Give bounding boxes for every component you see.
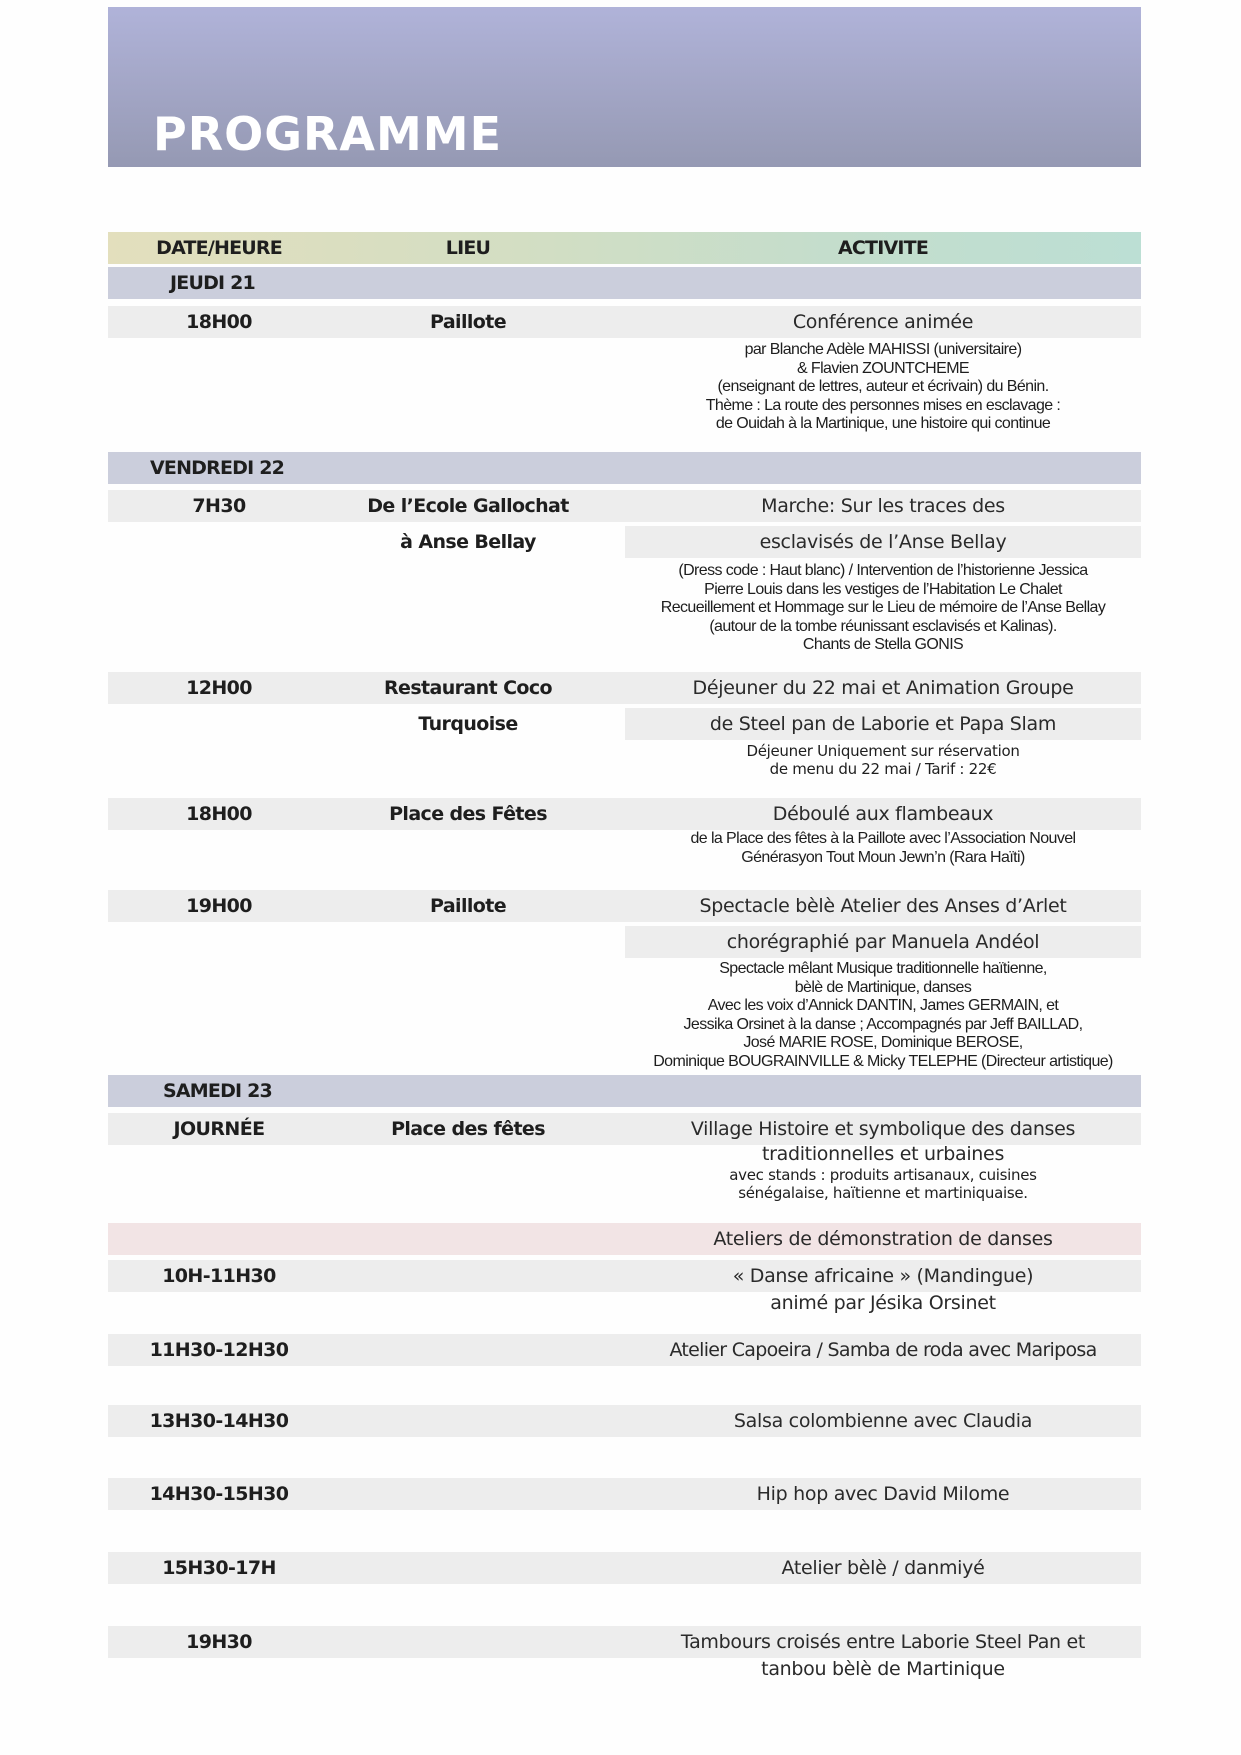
header-lieu: LIEU	[445, 237, 491, 259]
event-activite: Tambours croisés entre Laborie Steel Pan et	[680, 1631, 1086, 1653]
event-activite-line2: esclavisés de l’Anse Bellay	[759, 531, 1007, 553]
detail-line: de la Place des fêtes à la Paillote avec l’Association Nouvel	[690, 830, 1076, 847]
event-details	[625, 960, 1141, 1071]
event-lieu: De l’Ecole Gallochat	[367, 495, 569, 517]
event-activite-line2: animé par Jésika Orsinet	[770, 1292, 996, 1314]
event-time: 7H30	[192, 495, 246, 517]
event-details	[625, 341, 1141, 434]
detail-line: bèlè de Martinique, danses	[794, 978, 972, 996]
event-time: 15H30-17H	[162, 1557, 276, 1579]
day-label: VENDREDI 22	[150, 457, 285, 479]
event-row	[108, 1478, 1141, 1510]
event-activite: Déboulé aux flambeaux	[772, 803, 994, 825]
event-details	[625, 1166, 1141, 1202]
detail-line: (Dress code : Haut blanc) / Intervention de l’historienne Jessica	[678, 562, 1088, 579]
day-row-samedi	[108, 1075, 1141, 1107]
event-activite-line2: traditionnelles et urbaines	[761, 1143, 1005, 1165]
detail-line: Générasyon Tout Moun Jewn’n (Rara Haïti)	[741, 848, 1025, 866]
detail-line: Dominique BOUGRAINVILLE & Micky TELEPHE (Directeur artistique)	[653, 1052, 1113, 1070]
section-row-ateliers	[108, 1223, 1141, 1255]
event-details	[625, 742, 1141, 778]
detail-line: José MARIE ROSE, Dominique BEROSE,	[743, 1034, 1023, 1051]
day-label: SAMEDI 23	[163, 1080, 272, 1102]
event-row	[108, 490, 1141, 522]
event-activite: Marche: Sur les traces des	[761, 495, 1005, 517]
event-activite-line2-box	[625, 926, 1141, 958]
detail-line: Déjeuner Uniquement sur réservation	[746, 742, 1020, 760]
detail-line: avec stands : produits artisanaux, cuisines	[729, 1166, 1037, 1184]
section-label: Ateliers de démonstration de danses	[713, 1228, 1053, 1250]
event-lieu: Place des fêtes	[391, 1118, 545, 1140]
event-time: 19H00	[186, 895, 252, 917]
event-time: 19H30	[186, 1631, 252, 1653]
detail-line: de menu du 22 mai / Tarif : 22€	[769, 760, 997, 778]
detail-line: sénégalaise, haïtienne et martiniquaise.	[738, 1184, 1028, 1202]
title-banner	[108, 7, 1141, 167]
detail-line: (enseignant de lettres, auteur et écrivain) du Bénin.	[717, 378, 1049, 395]
detail-line: Chants de Stella GONIS	[802, 636, 964, 653]
event-time: 18H00	[186, 803, 252, 825]
event-activite: Déjeuner du 22 mai et Animation Groupe	[692, 677, 1074, 699]
event-lieu: Paillote	[430, 311, 506, 333]
header-date: DATE/HEURE	[156, 237, 282, 259]
day-row-jeudi	[108, 267, 1141, 299]
event-row	[108, 890, 1141, 922]
event-activite: Atelier bèlè / danmiyé	[781, 1557, 985, 1579]
event-time: 12H00	[186, 677, 252, 699]
event-lieu-line2: Turquoise	[418, 713, 518, 735]
event-details	[625, 830, 1141, 867]
event-activite-line2: chorégraphié par Manuela Andéol	[726, 931, 1040, 953]
detail-line: Jessika Orsinet à la danse ; Accompagnés par Jeff BAILLAD,	[683, 1015, 1083, 1033]
event-row	[108, 1260, 1141, 1292]
event-time: 18H00	[186, 311, 252, 333]
event-activite: Village Histoire et symbolique des danses	[690, 1118, 1076, 1140]
event-lieu: Paillote	[430, 895, 506, 917]
event-row	[108, 1405, 1141, 1437]
event-activite: « Danse africaine » (Mandingue)	[732, 1265, 1034, 1287]
event-time: 10H-11H30	[162, 1265, 276, 1287]
event-activite: Spectacle bèlè Atelier des Anses d’Arlet	[699, 895, 1067, 917]
event-time: 14H30-15H30	[149, 1483, 289, 1505]
event-row	[108, 306, 1141, 338]
detail-line: Thème : La route des personnes mises en esclavage :	[705, 396, 1061, 414]
event-lieu: Restaurant Coco	[384, 677, 552, 699]
detail-line: & Flavien ZOUNTCHEME	[796, 359, 970, 377]
event-activite-line2-box	[625, 526, 1141, 558]
event-row	[108, 798, 1141, 830]
detail-line: Pierre Louis dans les vestiges de l’Habitation Le Chalet	[704, 580, 1062, 598]
event-row	[108, 1626, 1141, 1658]
event-activite-line2: tanbou bèlè de Martinique	[761, 1658, 1005, 1680]
detail-line: Avec les voix d’Annick DANTIN, James GERMAIN, et	[707, 997, 1059, 1014]
event-activite-line2-box	[625, 708, 1141, 740]
event-details	[625, 562, 1141, 655]
event-activite: Hip hop avec David Milome	[756, 1483, 1010, 1505]
event-lieu-line2: à Anse Bellay	[400, 531, 536, 553]
detail-line: Recueillement et Hommage sur le Lieu de mémoire de l’Anse Bellay	[660, 599, 1106, 616]
event-row	[108, 672, 1141, 704]
detail-line: Spectacle mêlant Musique traditionnelle haïtienne,	[719, 960, 1047, 977]
detail-line: de Ouidah à la Martinique, une histoire qui continue	[715, 415, 1051, 432]
event-time: 11H30-12H30	[149, 1339, 289, 1361]
day-row-vendredi	[108, 452, 1141, 484]
event-activite: Conférence animée	[792, 311, 974, 333]
day-label: JEUDI 21	[170, 272, 255, 294]
event-time: 13H30-14H30	[149, 1410, 289, 1432]
header-activite: ACTIVITE	[838, 237, 928, 259]
detail-line: (autour de la tombe réunissant esclavisés et Kalinas).	[709, 617, 1057, 635]
event-lieu: Place des Fêtes	[389, 803, 547, 825]
table-header	[108, 232, 1141, 264]
event-activite: Salsa colombienne avec Claudia	[733, 1410, 1033, 1432]
event-activite-line2: de Steel pan de Laborie et Papa Slam	[709, 713, 1057, 735]
event-activite: Atelier Capoeira / Samba de roda avec Mariposa	[669, 1339, 1097, 1361]
event-row	[108, 1334, 1141, 1366]
event-row	[108, 1552, 1141, 1584]
page-title: PROGRAMME	[153, 107, 502, 161]
detail-line: par Blanche Adèle MAHISSI (universitaire)	[744, 341, 1022, 358]
event-time: JOURNÉE	[173, 1118, 265, 1140]
